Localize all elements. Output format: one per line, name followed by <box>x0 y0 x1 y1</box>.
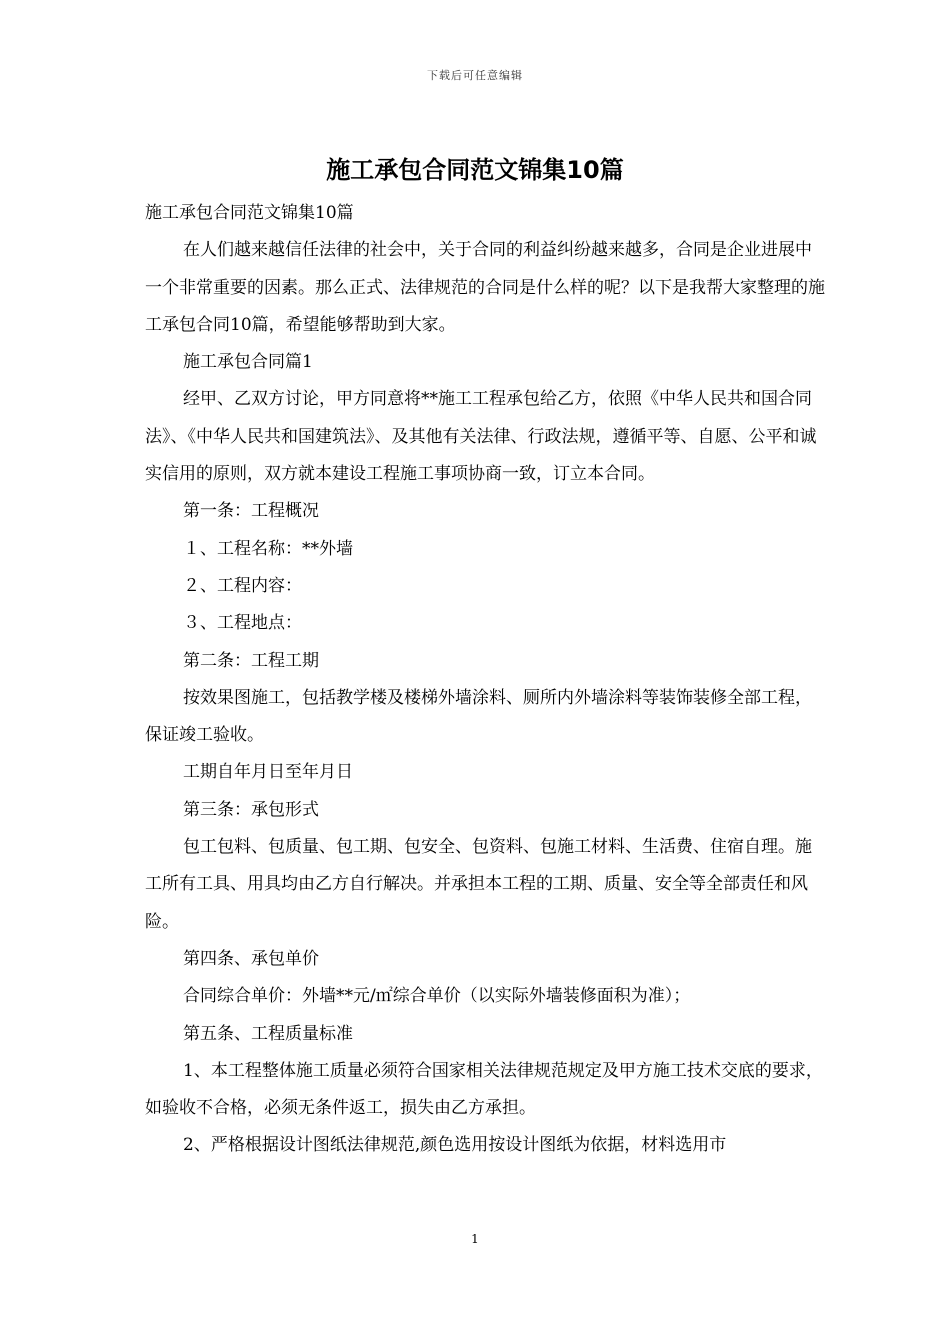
document-body <box>145 195 825 1165</box>
document-title: 施工承包合同范文锦集10篇 <box>326 156 624 184</box>
article-5-heading: 第五条、工程质量标准 <box>183 1023 353 1044</box>
article-3-heading: 第三条：承包形式 <box>183 799 319 820</box>
article-5-item-2: 2、严格根据设计图纸法律规范,颜色选用按设计图纸为依据，材料选用市 <box>183 1135 727 1156</box>
article-2-duration: 工期自年月日至年月日 <box>183 762 353 783</box>
article-5-item-1: 1、本工程整体施工质量必须符合国家相关法律规范规定及甲方施工技术交底的要求，如验收不合格，必须无条件返工，损失由乙方承担。 <box>145 1060 823 1119</box>
page-number: 1 <box>471 1232 479 1246</box>
article-1-item-2: ２、工程内容： <box>183 575 302 596</box>
preamble-paragraph: 经甲、乙双方讨论，甲方同意将**施工工程承包给乙方，依照《中华人民共和国合同法》、《中华人民共和国建筑法》、及其他有关法律、行政法规，遵循平等、自愿、公平和诚实信用的原则，双方就本建设工程施工事项协商一致，订立本合同。 <box>145 389 817 485</box>
subtitle-paragraph: 施工承包合同范文锦集10篇 <box>145 203 354 223</box>
article-1-item-3: ３、工程地点： <box>183 613 302 634</box>
header-note: 下载后可任意编辑 <box>427 69 523 82</box>
article-1-item-1: １、工程名称：**外墙 <box>183 538 353 559</box>
article-2-paragraph: 按效果图施工，包括教学楼及楼梯外墙涂料、厕所内外墙涂料等装饰装修全部工程，保证竣工验收。 <box>145 687 812 746</box>
contract-heading: 施工承包合同篇1 <box>183 352 313 373</box>
intro-paragraph: 在人们越来越信任法律的社会中，关于合同的利益纠纷越来越多，合同是企业进展中一个非常重要的因素。那么正式、法律规范的合同是什么样的呢？以下是我帮大家整理的施工承包合同10篇，希望能够帮助到大家。 <box>145 240 825 335</box>
article-1-heading: 第一条：工程概况 <box>183 501 319 522</box>
article-4-paragraph: 合同综合单价：外墙**元/㎡综合单价（以实际外墙装修面积为准）； <box>183 986 691 1007</box>
article-2-heading: 第二条：工程工期 <box>183 650 319 671</box>
article-4-heading: 第四条、承包单价 <box>183 948 319 969</box>
article-3-paragraph: 包工包料、包质量、包工期、包安全、包资料、包施工材料、生活费、住宿自理。施工所有工具、用具均由乙方自行解决。并承担本工程的工期、质量、安全等全部责任和风险。 <box>145 837 812 932</box>
